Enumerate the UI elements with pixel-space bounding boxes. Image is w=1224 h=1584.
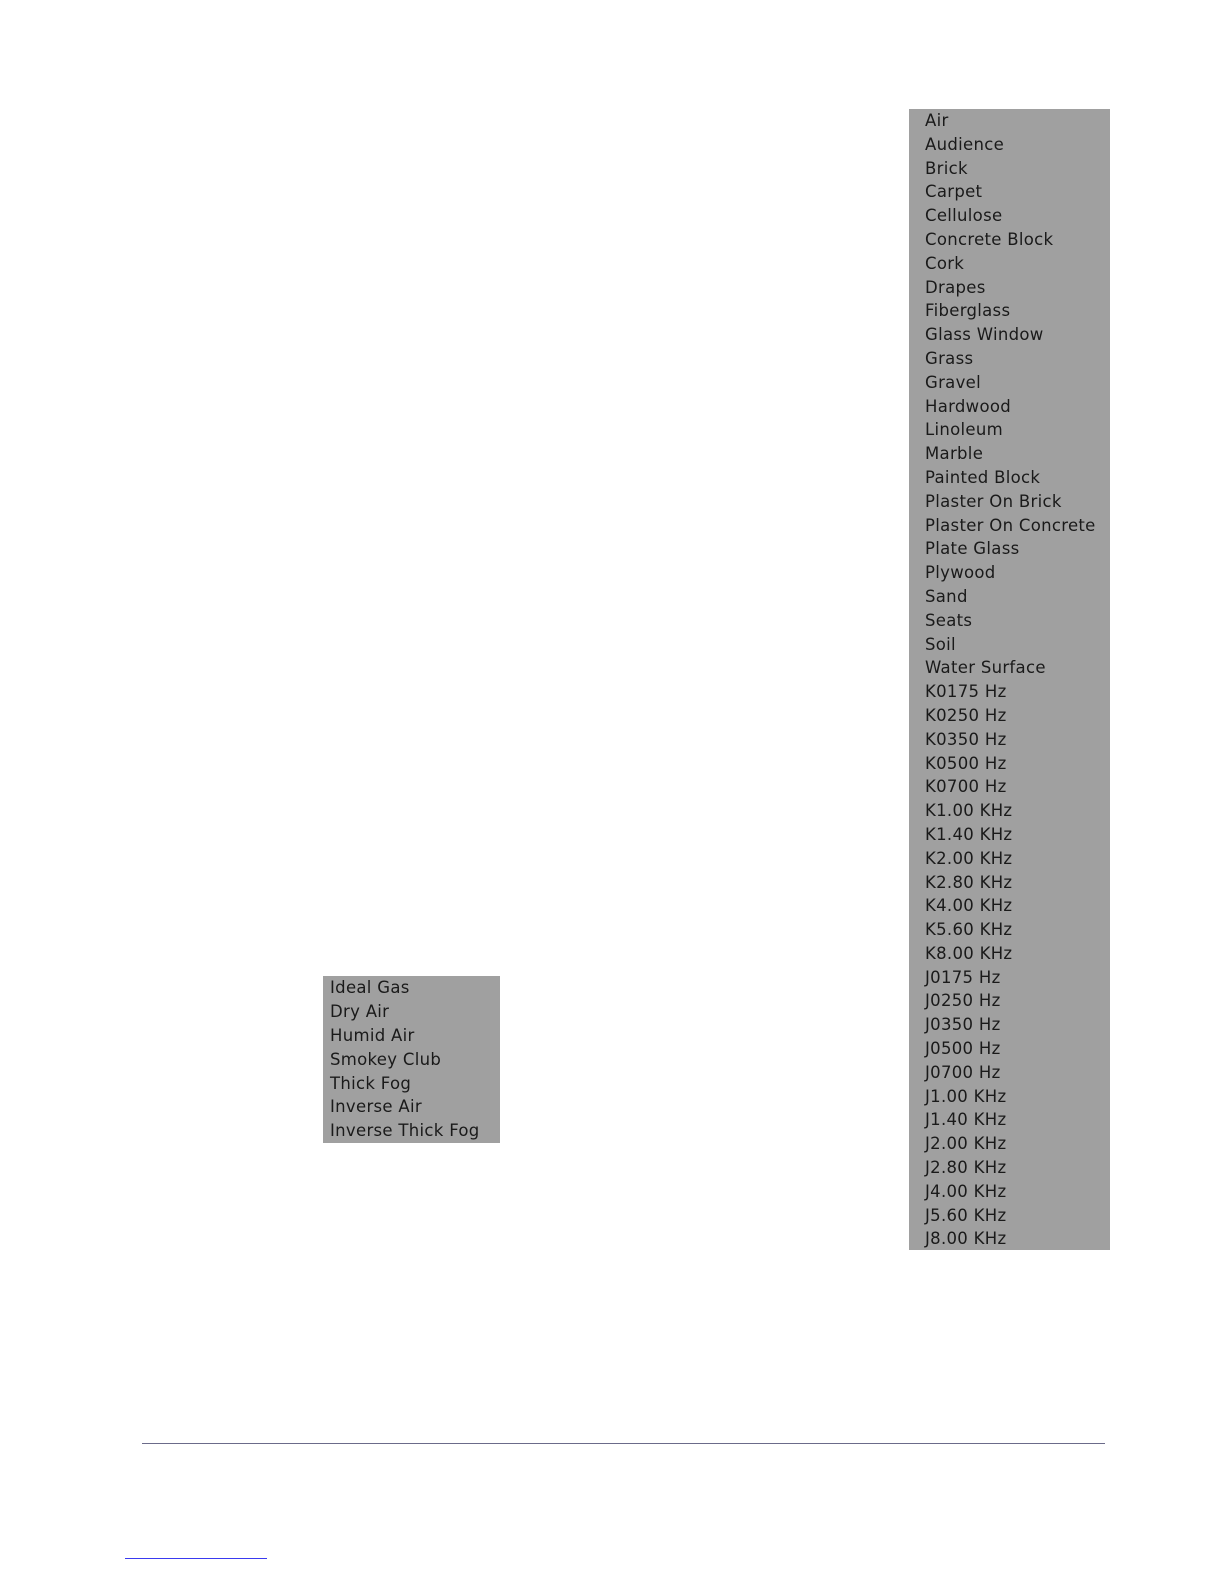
material-menu-item[interactable]: J5.60 KHz xyxy=(925,1205,1007,1225)
material-menu-item[interactable]: Cellulose xyxy=(925,206,1003,226)
material-menu-item[interactable]: Concrete Block xyxy=(925,229,1054,249)
material-menu-item[interactable]: J0500 Hz xyxy=(925,1039,1001,1059)
material-menu-item[interactable]: K5.60 KHz xyxy=(925,920,1013,940)
material-menu-item[interactable]: Drapes xyxy=(925,277,986,297)
material-menu-item[interactable]: Plywood xyxy=(925,563,996,583)
material-menu-item[interactable]: K2.80 KHz xyxy=(925,872,1013,892)
material-menu-item[interactable]: Grass xyxy=(925,348,974,368)
material-menu-item[interactable]: K4.00 KHz xyxy=(925,896,1013,916)
materials-menu xyxy=(909,109,1110,1250)
atmosphere-menu-item[interactable]: Thick Fog xyxy=(330,1073,412,1093)
atmosphere-menu-item[interactable]: Inverse Thick Fog xyxy=(330,1121,480,1141)
material-menu-item[interactable]: K1.00 KHz xyxy=(925,801,1013,821)
atmosphere-menu-item[interactable]: Dry Air xyxy=(330,1001,390,1021)
material-menu-item[interactable]: Brick xyxy=(925,158,968,178)
atmosphere-menu-item[interactable]: Humid Air xyxy=(330,1025,415,1045)
material-menu-item[interactable]: Seats xyxy=(925,610,973,630)
material-menu-item[interactable]: Plate Glass xyxy=(925,539,1020,559)
material-menu-item[interactable]: Carpet xyxy=(925,182,983,202)
material-menu-item[interactable]: Marble xyxy=(925,444,984,464)
material-menu-item[interactable]: J0250 Hz xyxy=(925,991,1001,1011)
material-menu-item[interactable]: J0175 Hz xyxy=(925,967,1001,987)
atmosphere-menu-item[interactable]: Ideal Gas xyxy=(330,978,410,997)
material-menu-item[interactable]: Water Surface xyxy=(925,658,1046,678)
material-menu-item[interactable]: K0350 Hz xyxy=(925,729,1007,749)
material-menu-item[interactable]: Fiberglass xyxy=(925,301,1011,321)
atmosphere-menu xyxy=(323,976,500,1143)
material-menu-item[interactable]: Painted Block xyxy=(925,467,1041,487)
material-menu-item[interactable]: J4.00 KHz xyxy=(925,1181,1007,1201)
material-menu-item[interactable]: K8.00 KHz xyxy=(925,943,1013,963)
material-menu-item[interactable]: J2.00 KHz xyxy=(925,1134,1007,1154)
material-menu-item[interactable]: Air xyxy=(925,111,949,130)
material-menu-item[interactable]: J1.00 KHz xyxy=(925,1086,1007,1106)
material-menu-item[interactable]: Cork xyxy=(925,253,965,273)
material-menu-item[interactable]: Sand xyxy=(925,586,968,606)
material-menu-item[interactable]: J1.40 KHz xyxy=(925,1110,1007,1130)
footer-divider xyxy=(142,1443,1105,1444)
material-menu-item[interactable]: J0350 Hz xyxy=(925,1015,1001,1035)
material-menu-item[interactable]: Linoleum xyxy=(925,420,1003,440)
material-menu-item[interactable]: Hardwood xyxy=(925,396,1012,416)
material-menu-item[interactable]: K1.40 KHz xyxy=(925,824,1013,844)
material-menu-item[interactable]: J2.80 KHz xyxy=(925,1158,1007,1178)
material-menu-item[interactable]: K0500 Hz xyxy=(925,753,1007,773)
material-menu-item[interactable]: Audience xyxy=(925,134,1005,154)
material-menu-item[interactable]: Gravel xyxy=(925,372,981,392)
material-menu-item[interactable]: K0175 Hz xyxy=(925,682,1007,702)
material-menu-item[interactable]: Soil xyxy=(925,634,956,654)
material-menu-item[interactable]: Plaster On Brick xyxy=(925,491,1062,511)
material-menu-item[interactable]: K0250 Hz xyxy=(925,705,1007,725)
footer-link-underline xyxy=(125,1558,267,1559)
material-menu-item[interactable]: K0700 Hz xyxy=(925,777,1007,797)
material-menu-item[interactable]: K2.00 KHz xyxy=(925,848,1013,868)
material-menu-item[interactable]: J8.00 KHz xyxy=(925,1229,1007,1249)
material-menu-item[interactable]: Plaster On Concrete xyxy=(925,515,1096,535)
atmosphere-menu-item[interactable]: Smokey Club xyxy=(330,1049,442,1069)
material-menu-item[interactable]: J0700 Hz xyxy=(925,1062,1001,1082)
atmosphere-menu-item[interactable]: Inverse Air xyxy=(330,1097,422,1117)
material-menu-item[interactable]: Glass Window xyxy=(925,325,1044,345)
